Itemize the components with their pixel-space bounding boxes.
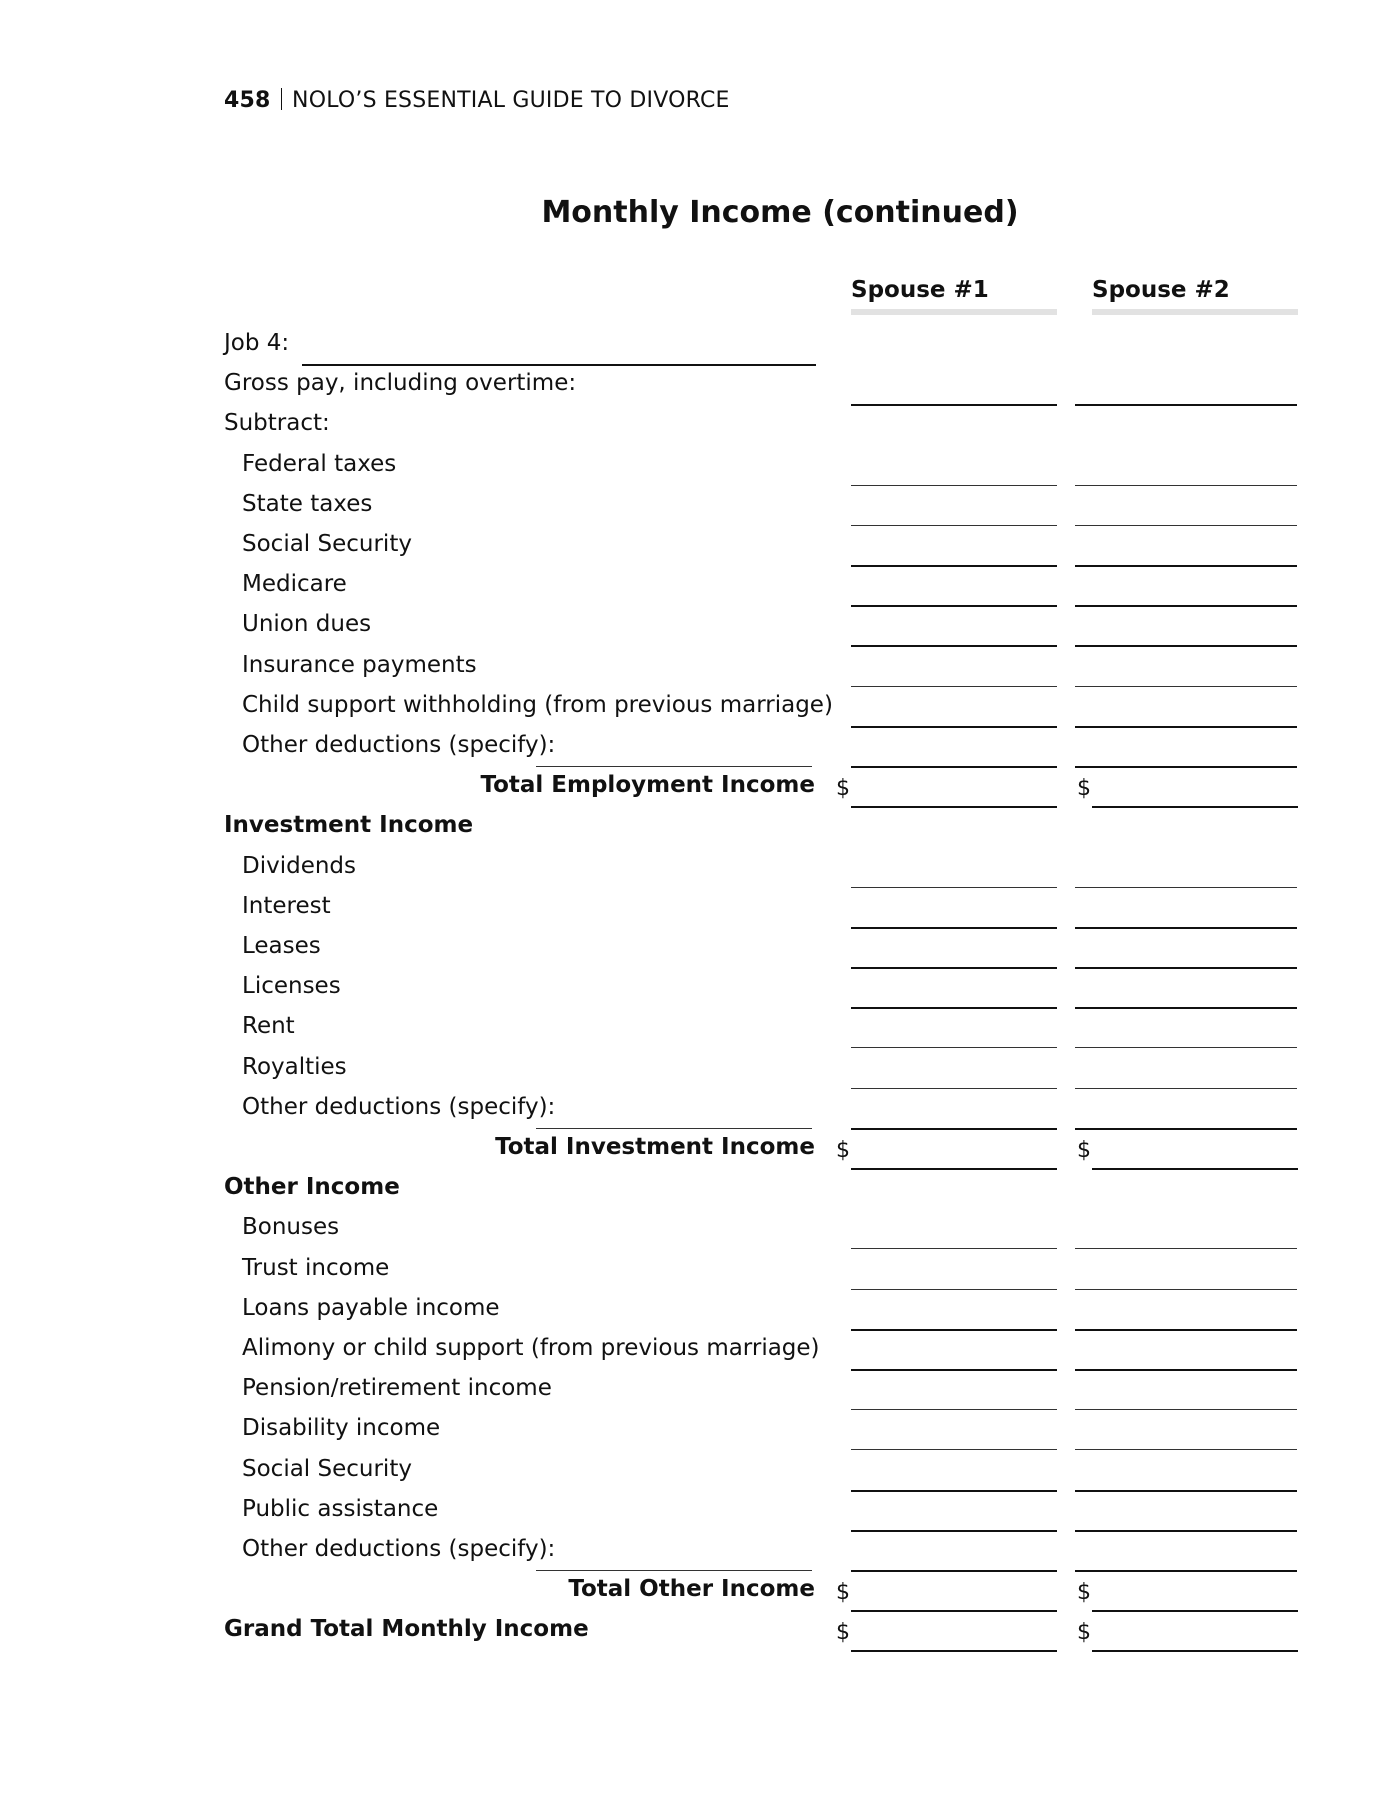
total-label: Total Employment Income xyxy=(480,772,815,799)
currency-symbol: $ xyxy=(1077,1580,1091,1606)
row-label: Leases xyxy=(242,933,321,959)
spouse-2-amount-field[interactable] xyxy=(1075,1570,1297,1572)
row-label: Licenses xyxy=(242,973,341,1000)
specify-field[interactable] xyxy=(536,1128,812,1129)
spouse-2-amount-field[interactable] xyxy=(1075,525,1297,526)
spouse-1-amount-field[interactable] xyxy=(851,1570,1057,1572)
spouse-1-amount-field[interactable] xyxy=(851,565,1057,567)
row-label: Dividends xyxy=(242,852,357,879)
spouse-2-amount-field[interactable] xyxy=(1075,766,1297,768)
row-label: Social Security xyxy=(242,531,412,557)
currency-symbol: $ xyxy=(1077,1138,1091,1163)
row-label: Interest xyxy=(242,892,331,919)
total-label: Total Investment Income xyxy=(495,1134,815,1160)
spouse-1-amount-field[interactable] xyxy=(851,605,1057,607)
row-label: Insurance payments xyxy=(242,651,477,678)
spouse-1-amount-field[interactable] xyxy=(851,1088,1057,1089)
spouse-2-amount-field[interactable] xyxy=(1075,1490,1297,1492)
spouse-2-amount-field[interactable] xyxy=(1075,1329,1297,1331)
row-label: Federal taxes xyxy=(242,450,397,477)
row-label: Union dues xyxy=(242,611,372,638)
spouse-2-amount-field[interactable] xyxy=(1075,967,1297,969)
currency-symbol: $ xyxy=(836,776,850,802)
spouse-1-amount-field[interactable] xyxy=(851,766,1057,768)
row-label: Gross pay, including overtime: xyxy=(224,370,577,397)
spouse-1-amount-field[interactable] xyxy=(851,1168,1057,1170)
section-heading: Other Income xyxy=(224,1174,400,1201)
spouse-2-amount-field[interactable] xyxy=(1092,1650,1298,1652)
spouse-2-amount-field[interactable] xyxy=(1075,1128,1297,1130)
column-header-rule xyxy=(851,309,1057,315)
currency-symbol: $ xyxy=(836,1138,850,1163)
spouse-1-amount-field[interactable] xyxy=(851,686,1057,687)
column-header-rule xyxy=(1092,309,1298,315)
spouse-1-amount-field[interactable] xyxy=(851,1047,1057,1048)
spouse-1-amount-field[interactable] xyxy=(851,1248,1057,1249)
spouse-2-amount-field[interactable] xyxy=(1075,1449,1297,1450)
column-header-spouse-2: Spouse #2 xyxy=(1092,277,1230,303)
spouse-1-amount-field[interactable] xyxy=(851,1007,1057,1009)
spouse-2-amount-field[interactable] xyxy=(1092,1610,1298,1612)
spouse-2-amount-field[interactable] xyxy=(1075,485,1297,486)
row-label: Pension/retirement income xyxy=(242,1375,552,1402)
row-label: Social Security xyxy=(242,1455,412,1482)
spouse-2-amount-field[interactable] xyxy=(1075,1248,1297,1249)
row-label: Alimony or child support (from previous marriage) xyxy=(242,1335,820,1361)
spouse-2-amount-field[interactable] xyxy=(1075,686,1297,687)
spouse-1-amount-field[interactable] xyxy=(851,525,1057,526)
spouse-1-amount-field[interactable] xyxy=(851,1329,1057,1331)
spouse-1-amount-field[interactable] xyxy=(851,1610,1057,1612)
spouse-2-amount-field[interactable] xyxy=(1075,726,1297,728)
spouse-2-amount-field[interactable] xyxy=(1075,1530,1297,1532)
row-label: Subtract: xyxy=(224,410,330,437)
specify-field[interactable] xyxy=(536,766,812,767)
spouse-1-amount-field[interactable] xyxy=(851,806,1057,808)
spouse-2-amount-field[interactable] xyxy=(1075,605,1297,607)
currency-symbol: $ xyxy=(836,1580,850,1606)
row-label: Disability income xyxy=(242,1415,441,1442)
spouse-1-amount-field[interactable] xyxy=(851,1369,1057,1371)
spouse-2-amount-field[interactable] xyxy=(1075,927,1297,929)
specify-field[interactable] xyxy=(536,1570,812,1571)
total-label: Total Other Income xyxy=(568,1576,815,1603)
row-label: Other deductions (specify): xyxy=(242,1093,556,1120)
spouse-1-amount-field[interactable] xyxy=(851,1530,1057,1532)
spouse-1-amount-field[interactable] xyxy=(851,1128,1057,1130)
currency-symbol: $ xyxy=(836,1620,850,1646)
spouse-2-amount-field[interactable] xyxy=(1075,1409,1297,1410)
row-label: Loans payable income xyxy=(242,1294,500,1321)
spouse-2-amount-field[interactable] xyxy=(1075,1088,1297,1089)
job-name-field[interactable] xyxy=(302,364,816,366)
form-title: Monthly Income (continued) xyxy=(541,195,1019,230)
spouse-2-amount-field[interactable] xyxy=(1075,565,1297,567)
section-heading: Investment Income xyxy=(224,812,474,839)
row-label: Child support withholding (from previous marriage) xyxy=(242,691,833,718)
currency-symbol: $ xyxy=(1077,1620,1091,1646)
row-label: Royalties xyxy=(242,1053,347,1080)
row-label: Medicare xyxy=(242,571,347,598)
column-header-spouse-1: Spouse #1 xyxy=(851,277,989,303)
row-label: Grand Total Monthly Income xyxy=(224,1616,589,1643)
currency-symbol: $ xyxy=(1077,776,1091,802)
spouse-1-amount-field[interactable] xyxy=(851,927,1057,929)
spouse-1-amount-field[interactable] xyxy=(851,887,1057,888)
spouse-1-amount-field[interactable] xyxy=(851,967,1057,969)
row-label: Other deductions (specify): xyxy=(242,732,556,758)
row-label: Other deductions (specify): xyxy=(242,1536,556,1562)
spouse-1-amount-field[interactable] xyxy=(851,1409,1057,1410)
row-label: Rent xyxy=(242,1013,295,1040)
spouse-2-amount-field[interactable] xyxy=(1075,1289,1297,1290)
spouse-1-amount-field[interactable] xyxy=(851,1490,1057,1492)
spouse-2-amount-field[interactable] xyxy=(1075,1047,1297,1048)
spouse-1-amount-field[interactable] xyxy=(851,1289,1057,1290)
row-label: Trust income xyxy=(242,1254,390,1281)
row-label: Public assistance xyxy=(242,1495,439,1522)
spouse-1-amount-field[interactable] xyxy=(851,485,1057,486)
spouse-1-amount-field[interactable] xyxy=(851,404,1057,406)
row-label: Job 4: xyxy=(224,330,290,356)
spouse-1-amount-field[interactable] xyxy=(851,645,1057,647)
spouse-2-amount-field[interactable] xyxy=(1075,404,1297,406)
spouse-2-amount-field[interactable] xyxy=(1092,1168,1298,1170)
running-header xyxy=(224,88,730,113)
book-title: NOLO’S ESSENTIAL GUIDE TO DIVORCE xyxy=(292,88,730,113)
spouse-2-amount-field[interactable] xyxy=(1075,1007,1297,1009)
header-divider xyxy=(281,88,283,110)
spouse-2-amount-field[interactable] xyxy=(1075,645,1297,647)
spouse-2-amount-field[interactable] xyxy=(1075,1369,1297,1371)
spouse-1-amount-field[interactable] xyxy=(851,1650,1057,1652)
row-label: Bonuses xyxy=(242,1214,340,1241)
row-label: State taxes xyxy=(242,490,373,517)
spouse-2-amount-field[interactable] xyxy=(1075,887,1297,888)
spouse-2-amount-field[interactable] xyxy=(1092,806,1298,808)
spouse-1-amount-field[interactable] xyxy=(851,726,1057,728)
page-number: 458 xyxy=(224,88,271,113)
spouse-1-amount-field[interactable] xyxy=(851,1449,1057,1450)
